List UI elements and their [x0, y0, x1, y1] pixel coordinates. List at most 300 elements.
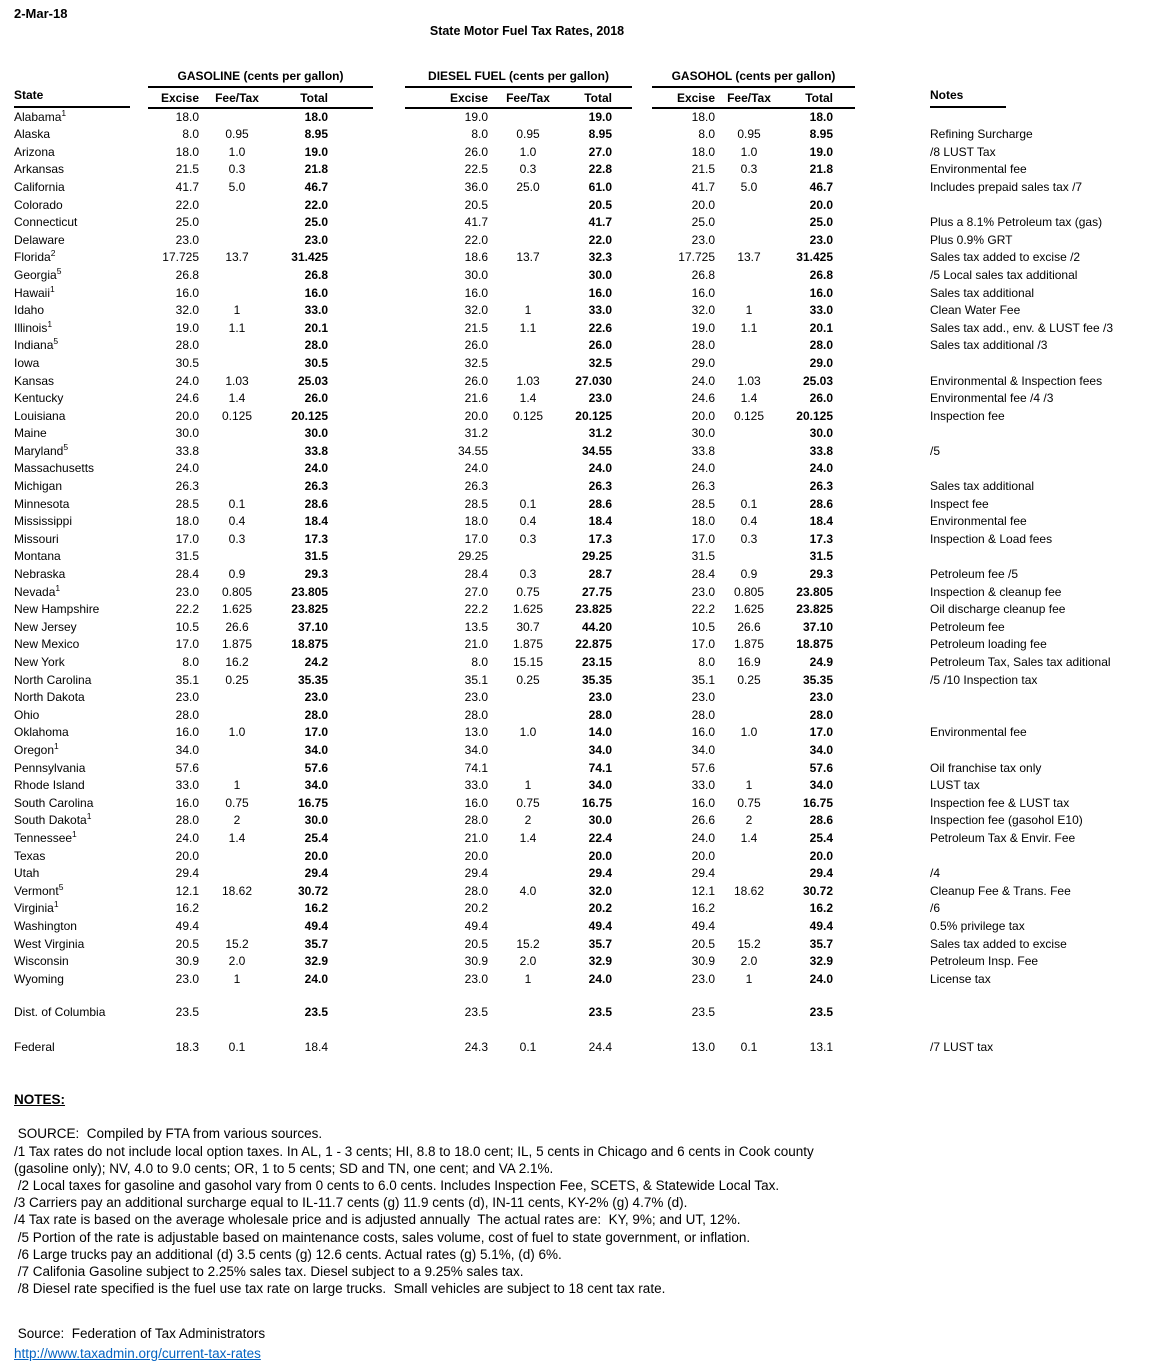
gasoline-total: 20.125 [291, 408, 328, 423]
state-name: Iowa [14, 355, 40, 370]
state-name: Kansas [14, 373, 55, 388]
diesel-fee [496, 1004, 560, 1022]
gasohol-excise: 20.5 [691, 936, 715, 951]
column-gap [632, 144, 652, 162]
row-note [930, 197, 1171, 215]
gasohol-total-header: Total [775, 87, 855, 108]
gasoline-excise: 28.5 [175, 496, 199, 511]
gasoline-fee: 1.4 [228, 830, 246, 845]
diesel-fee: 30.7 [516, 619, 540, 634]
gasohol-excise: 16.0 [691, 795, 715, 810]
column-gap [632, 742, 652, 760]
gasoline-excise: 22.0 [175, 197, 199, 212]
gasoline-fee [205, 337, 269, 355]
gasohol-excise: 26.8 [691, 267, 715, 282]
diesel-total: 32.3 [588, 250, 612, 265]
gasoline-total: 25.03 [297, 373, 328, 388]
gasohol-total: 23.0 [809, 690, 833, 705]
gasoline-excise: 16.0 [175, 725, 199, 740]
gasohol-excise: 28.0 [691, 338, 715, 353]
diesel-excise: 23.5 [464, 1005, 488, 1020]
gasohol-fee: 15.2 [737, 936, 761, 951]
table-row [14, 232, 1171, 250]
notes-section [14, 1091, 1171, 1297]
diesel-excise: 33.0 [464, 778, 488, 793]
column-gap [855, 337, 930, 355]
gasohol-fee [723, 337, 775, 355]
gasohol-excise: 31.5 [691, 549, 715, 564]
diesel-fee: 0.3 [519, 531, 537, 546]
diesel-fee [496, 355, 560, 373]
column-gap [855, 87, 930, 108]
gasoline-total: 16.2 [304, 901, 328, 916]
gasohol-total: 29.4 [809, 866, 833, 881]
gasoline-excise: 24.0 [175, 461, 199, 476]
diesel-total: 34.0 [588, 778, 612, 793]
diesel-total: 34.55 [581, 443, 612, 458]
gasohol-fee [723, 443, 775, 461]
table-row [14, 197, 1171, 215]
diesel-excise: 16.0 [464, 285, 488, 300]
column-gap [632, 584, 652, 602]
fuel-tax-table [14, 66, 1171, 1056]
table-row [14, 513, 1171, 531]
diesel-total: 33.0 [588, 303, 612, 318]
diesel-total: 18.4 [588, 514, 612, 529]
gasohol-fee [723, 742, 775, 760]
state-name: Federal [14, 1039, 55, 1054]
gasohol-excise: 20.0 [691, 848, 715, 863]
spacer-cell [14, 1022, 1171, 1039]
gasoline-total: 33.0 [304, 303, 328, 318]
gasohol-excise: 18.0 [691, 144, 715, 159]
gasoline-fee: 1.0 [228, 725, 246, 740]
row-note [930, 108, 1171, 127]
diesel-total: 22.6 [588, 320, 612, 335]
footnote-superscript: 1 [50, 283, 55, 294]
diesel-excise: 20.5 [464, 936, 488, 951]
gasoline-excise: 34.0 [175, 742, 199, 757]
gasoline-fee: 0.25 [225, 672, 249, 687]
column-gap [373, 918, 405, 936]
gasoline-total: 18.0 [304, 109, 328, 124]
diesel-total: 23.0 [588, 391, 612, 406]
table-row [14, 848, 1171, 866]
gasohol-excise: 21.5 [691, 162, 715, 177]
diesel-excise: 26.0 [464, 338, 488, 353]
diesel-total: 23.5 [588, 1005, 612, 1020]
diesel-fee [496, 267, 560, 285]
gasohol-total: 13.1 [809, 1039, 833, 1054]
gasohol-excise-header: Excise [652, 87, 723, 108]
gasohol-fee [723, 900, 775, 918]
gasoline-excise: 25.0 [175, 215, 199, 230]
column-gap [632, 830, 652, 848]
state-name: Oregon$^1$ [14, 740, 59, 757]
gasohol-fee: 0.805 [733, 584, 765, 599]
column-gap [632, 636, 652, 654]
table-row [14, 865, 1171, 883]
footnote-superscript: 1 [72, 828, 77, 839]
column-gap [855, 619, 930, 637]
row-note: Sales tax added to excise [930, 936, 1067, 951]
gasohol-excise: 24.6 [691, 391, 715, 406]
gasoline-total: 20.0 [304, 848, 328, 863]
diesel-group-header: DIESEL FUEL (cents per gallon) [405, 66, 632, 87]
gasoline-fee: 0.75 [225, 795, 249, 810]
gasoline-excise: 24.0 [175, 373, 199, 388]
diesel-total: 49.4 [588, 918, 612, 933]
diesel-excise: 34.55 [457, 443, 488, 458]
gasoline-fee [205, 865, 269, 883]
diesel-total: 26.0 [588, 338, 612, 353]
gasoline-fee: 2.0 [228, 954, 246, 969]
gasoline-fee [205, 197, 269, 215]
column-gap [632, 724, 652, 742]
column-gap [373, 390, 405, 408]
gasohol-total: 46.7 [809, 179, 833, 194]
gasohol-total: 49.4 [809, 918, 833, 933]
gasoline-excise: 28.0 [175, 813, 199, 828]
state-name: Rhode Island [14, 778, 85, 793]
column-gap [373, 443, 405, 461]
gasohol-fee: 0.125 [733, 408, 765, 423]
column-gap [855, 953, 930, 971]
diesel-fee: 0.75 [516, 584, 540, 599]
column-gap [855, 126, 930, 144]
diesel-excise: 20.5 [464, 197, 488, 212]
footnote-superscript: 1 [47, 318, 53, 329]
table-row [14, 900, 1171, 918]
diesel-total: 27.75 [581, 584, 612, 599]
column-gap [855, 689, 930, 707]
row-note: LUST tax [930, 778, 980, 793]
column-gap [373, 267, 405, 285]
column-gap [373, 936, 405, 954]
table-body [14, 108, 1171, 1057]
gasoline-excise: 18.0 [175, 514, 199, 529]
diesel-fee: 15.2 [516, 936, 540, 951]
gasohol-total: 34.0 [809, 742, 833, 757]
gasohol-total: 24.0 [809, 971, 833, 986]
gasohol-fee: 1.0 [740, 725, 758, 740]
table-row [14, 390, 1171, 408]
diesel-excise: 29.4 [464, 866, 488, 881]
column-gap [855, 390, 930, 408]
gasohol-total: 29.3 [809, 567, 833, 582]
gasoline-excise: 23.5 [175, 1005, 199, 1020]
column-gap [632, 320, 652, 338]
column-gap [855, 373, 930, 391]
gasoline-excise: 20.5 [175, 936, 199, 951]
diesel-excise: 34.0 [464, 742, 488, 757]
state-name: Nevada$^1$ [14, 582, 61, 599]
gasohol-fee: 1.1 [740, 320, 758, 335]
diesel-fee: 0.4 [519, 514, 537, 529]
row-note [930, 742, 1171, 760]
gasohol-total: 26.8 [809, 267, 833, 282]
footnote-superscript: 5 [63, 441, 69, 452]
gasohol-total: 18.0 [809, 109, 833, 124]
diesel-excise: 18.6 [464, 250, 488, 265]
diesel-total: 22.0 [588, 232, 612, 247]
state-name: Alaska [14, 127, 51, 142]
gasohol-excise: 26.3 [691, 479, 715, 494]
gasohol-fee [723, 689, 775, 707]
report-date: 2-Mar-18 [14, 6, 68, 21]
gasoline-total: 31.5 [304, 549, 328, 564]
diesel-total: 17.3 [588, 531, 612, 546]
diesel-fee [496, 337, 560, 355]
state-name: Hawaii$^1$ [14, 283, 55, 300]
gasohol-excise: 18.0 [691, 109, 715, 124]
table-row [14, 443, 1171, 461]
column-gap [632, 66, 652, 87]
diesel-fee: 4.0 [519, 883, 537, 898]
column-gap [373, 214, 405, 232]
gasoline-total: 32.9 [304, 954, 328, 969]
diesel-fee [496, 918, 560, 936]
column-gap [632, 760, 652, 778]
diesel-excise: 21.0 [464, 637, 488, 652]
diesel-fee: 0.1 [519, 496, 537, 511]
column-gap [632, 496, 652, 514]
diesel-excise: 23.0 [464, 690, 488, 705]
gasohol-excise: 17.725 [678, 250, 715, 265]
row-note: Cleanup Fee & Trans. Fee [930, 883, 1071, 898]
column-gap [855, 830, 930, 848]
gasoline-excise: 23.0 [175, 971, 199, 986]
gasoline-fee [205, 443, 269, 461]
diesel-total: 44.20 [581, 619, 612, 634]
row-note: Environmental fee [930, 725, 1027, 740]
gasoline-fee [205, 232, 269, 250]
gasohol-excise: 28.4 [691, 567, 715, 582]
column-gap [855, 1004, 930, 1022]
state-name: Wyoming [14, 971, 64, 986]
diesel-fee [496, 760, 560, 778]
diesel-total: 20.125 [575, 408, 612, 423]
column-gap [373, 337, 405, 355]
column-gap [855, 777, 930, 795]
column-gap [373, 830, 405, 848]
state-name: Montana [14, 549, 61, 564]
gasohol-fee: 0.3 [740, 162, 758, 177]
column-gap [373, 760, 405, 778]
column-gap [632, 87, 652, 108]
column-gap [855, 636, 930, 654]
row-note: Environmental fee /4 /3 [930, 391, 1054, 406]
row-note: /8 LUST Tax [930, 144, 996, 159]
note-line: /8 Diesel rate specified is the fuel use tax rate on large trucks. Small vehicles are subject to 18 cent tax rate. [14, 1281, 666, 1297]
column-gap [855, 531, 930, 549]
gasohol-fee: 26.6 [737, 619, 761, 634]
gasoline-excise: 31.5 [175, 549, 199, 564]
gasoline-excise: 57.6 [175, 760, 199, 775]
diesel-total: 29.25 [581, 549, 612, 564]
column-gap [855, 197, 930, 215]
state-name: Oklahoma [14, 725, 69, 740]
column-gap [373, 795, 405, 813]
gasohol-total: 8.95 [809, 127, 833, 142]
table-row [14, 654, 1171, 672]
gasoline-fee: 1.875 [221, 637, 253, 652]
footer-source: Source: Federation of Tax Administrators [14, 1325, 266, 1341]
gasoline-fee [205, 425, 269, 443]
table-row [14, 883, 1171, 901]
diesel-excise: 24.0 [464, 461, 488, 476]
column-gap [855, 584, 930, 602]
row-note [930, 425, 1171, 443]
gasohol-total: 35.35 [802, 672, 833, 687]
gasohol-total: 21.8 [809, 162, 833, 177]
gasohol-fee [723, 460, 775, 478]
source-link[interactable]: http://www.taxadmin.org/current-tax-rates [14, 1345, 261, 1361]
column-gap [632, 1004, 652, 1022]
table-row [14, 918, 1171, 936]
gasohol-fee [723, 478, 775, 496]
gasoline-fee [205, 848, 269, 866]
column-gap [373, 883, 405, 901]
gasohol-excise: 16.0 [691, 285, 715, 300]
diesel-fee [496, 742, 560, 760]
gasoline-excise: 30.5 [175, 355, 199, 370]
column-gap [855, 443, 930, 461]
table-row [14, 161, 1171, 179]
gasoline-excise: 24.0 [175, 830, 199, 845]
column-gap [632, 390, 652, 408]
row-note: Petroleum Tax & Envir. Fee [930, 830, 1076, 845]
gasohol-excise: 33.8 [691, 443, 715, 458]
column-gap [373, 197, 405, 215]
state-name: Massachusetts [14, 461, 95, 476]
gasohol-fee: 1.625 [733, 602, 765, 617]
state-name: Missouri [14, 531, 59, 546]
gasoline-total: 22.0 [304, 197, 328, 212]
table-row [14, 355, 1171, 373]
row-note: Sales tax additional [930, 285, 1035, 300]
column-gap [373, 408, 405, 426]
diesel-fee: 0.3 [519, 162, 537, 177]
diesel-total: 24.0 [588, 461, 612, 476]
diesel-excise: 32.5 [464, 355, 488, 370]
table-row [14, 566, 1171, 584]
gasohol-excise: 23.0 [691, 971, 715, 986]
diesel-excise: 22.2 [464, 602, 488, 617]
diesel-excise: 26.0 [464, 144, 488, 159]
table-row [14, 249, 1171, 267]
state-name: Mississippi [14, 514, 73, 529]
gasoline-fee: 0.1 [228, 1039, 246, 1054]
table-row [14, 742, 1171, 760]
gasoline-fee: 26.6 [225, 619, 249, 634]
diesel-excise: 21.5 [464, 320, 488, 335]
gasoline-total: 23.805 [291, 584, 328, 599]
diesel-excise: 28.0 [464, 883, 488, 898]
diesel-excise: 28.4 [464, 567, 488, 582]
row-note: Includes prepaid sales tax /7 [930, 179, 1083, 194]
column-gap [373, 601, 405, 619]
gasoline-fee [205, 742, 269, 760]
diesel-excise: 32.0 [464, 303, 488, 318]
table-row [14, 285, 1171, 303]
gasohol-excise: 12.1 [691, 883, 715, 898]
gasohol-fee: 0.75 [737, 795, 761, 810]
diesel-total: 30.0 [588, 267, 612, 282]
diesel-total: 28.6 [588, 496, 612, 511]
gasoline-excise: 20.0 [175, 408, 199, 423]
column-gap [373, 654, 405, 672]
row-note: Environmental fee [930, 514, 1027, 529]
table-row [14, 619, 1171, 637]
diesel-fee: 0.125 [512, 408, 544, 423]
state-name: Arizona [14, 144, 55, 159]
spacer-row [14, 988, 1171, 1004]
footnote-superscript: 5 [58, 881, 64, 892]
table-row [14, 672, 1171, 690]
gasoline-fee [205, 689, 269, 707]
gasohol-fee [723, 214, 775, 232]
column-gap [855, 214, 930, 232]
gasoline-total-header: Total [269, 87, 373, 108]
column-gap [855, 672, 930, 690]
diesel-total: 22.8 [588, 162, 612, 177]
table-row [14, 760, 1171, 778]
state-name: Vermont$^5$ [14, 881, 64, 898]
gasoline-excise: 26.3 [175, 479, 199, 494]
table-row [14, 126, 1171, 144]
column-gap [632, 918, 652, 936]
gasoline-total: 24.2 [304, 655, 328, 669]
gasohol-fee: 0.3 [740, 531, 758, 546]
gasohol-fee: 13.7 [737, 250, 761, 265]
diesel-total: 20.0 [588, 848, 612, 863]
diesel-excise: 26.3 [464, 479, 488, 494]
table-row [14, 408, 1171, 426]
gasohol-total: 57.6 [809, 760, 833, 775]
note-line: /6 Large trucks pay an additional (d) 3.5 cents (g) 12.6 cents. Actual rates (g) 5.1%, (d) 6%. [14, 1246, 562, 1262]
gasohol-fee [723, 197, 775, 215]
diesel-fee [496, 460, 560, 478]
column-gap [373, 496, 405, 514]
gasoline-total: 30.0 [304, 426, 328, 441]
column-gap [632, 425, 652, 443]
gasohol-fee: 0.1 [740, 496, 758, 511]
diesel-fee: 13.7 [516, 250, 540, 265]
gasohol-excise: 49.4 [691, 918, 715, 933]
diesel-total: 74.1 [588, 760, 612, 775]
footer-link-row [14, 1344, 1171, 1364]
notes-lines [14, 1125, 1171, 1297]
column-gap [855, 865, 930, 883]
state-name: New Jersey [14, 619, 77, 634]
gasohol-excise: 28.0 [691, 707, 715, 722]
diesel-excise: 23.0 [464, 971, 488, 986]
column-gap [855, 742, 930, 760]
gasoline-excise: 16.0 [175, 795, 199, 810]
column-gap [373, 355, 405, 373]
column-gap [855, 302, 930, 320]
gasoline-fee: 1.4 [228, 391, 246, 406]
gasoline-fee: 1.0 [228, 144, 246, 159]
column-gap [373, 87, 405, 108]
gasoline-excise: 18.0 [175, 144, 199, 159]
gasoline-fee: 0.3 [228, 162, 246, 177]
gasoline-total: 17.3 [304, 531, 328, 546]
row-note [930, 460, 1171, 478]
gasoline-excise: 23.0 [175, 232, 199, 247]
column-gap [373, 161, 405, 179]
